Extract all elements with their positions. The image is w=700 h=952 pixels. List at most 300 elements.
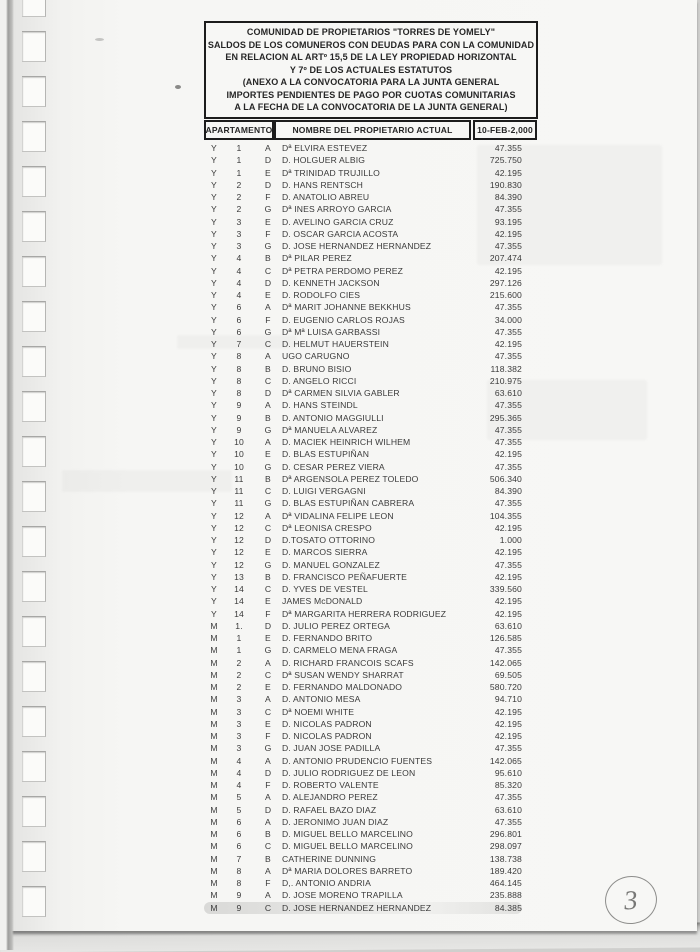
cell-amount: 235.888 <box>489 890 522 901</box>
cell-apartment-number: 1 <box>236 143 242 154</box>
table-row <box>204 840 522 852</box>
column-header-owner <box>274 120 471 140</box>
cell-owner-name: D. ROBERTO VALENTE <box>282 780 379 791</box>
report-date-label: 10-FEB-2,000 <box>477 125 533 135</box>
table-row <box>204 767 522 779</box>
table-row <box>204 265 522 277</box>
cell-owner-name: D. BRUNO BISIO <box>282 363 352 374</box>
cell-owner-name: D. MACIEK HEINRICH WILHEM <box>282 437 411 448</box>
cell-owner-name: Dª ARGENSOLA PEREZ TOLEDO <box>282 473 419 484</box>
cell-apartment-number: 1 <box>236 167 242 178</box>
cell-owner-name: D. MANUEL GONZALEZ <box>282 559 380 570</box>
cell-owner-name: Dª MARGARITA HERRERA RODRIGUEZ <box>282 608 447 619</box>
cell-amount: 95.610 <box>494 767 522 778</box>
cell-apartment-letter: F <box>265 731 271 742</box>
cell-apartment-letter: B <box>265 253 271 264</box>
binding-hole <box>22 166 46 197</box>
cell-amount: 69.505 <box>494 669 522 680</box>
cell-amount: 725.750 <box>489 155 522 166</box>
binding-hole <box>22 571 46 602</box>
binding-hole <box>22 751 46 782</box>
table-row <box>204 314 522 326</box>
cell-block: Y <box>211 388 217 399</box>
cell-owner-name: D. OSCAR GARCIA ACOSTA <box>282 228 399 239</box>
cell-apartment-number: 4 <box>236 767 242 778</box>
cell-owner-name: D. HANS STEINDL <box>282 400 358 411</box>
cell-amount: 47.355 <box>494 816 522 827</box>
cell-apartment-number: 9 <box>236 424 242 435</box>
cell-owner-name: D. ANATOLIO ABREU <box>282 192 370 203</box>
cell-apartment-letter: C <box>264 669 272 680</box>
cell-amount: 506.340 <box>489 473 522 484</box>
cell-block: M <box>210 853 218 864</box>
cell-apartment-number: 14 <box>234 596 244 607</box>
binding-hole <box>22 481 46 512</box>
cell-amount: 42.195 <box>494 522 522 533</box>
cell-apartment-number: 6 <box>236 314 242 325</box>
cell-apartment-number: 8 <box>236 388 242 399</box>
table-row <box>204 865 522 877</box>
cell-amount: 47.355 <box>494 302 522 313</box>
cell-block: M <box>210 890 218 901</box>
cell-block: Y <box>211 192 217 203</box>
cell-block: M <box>210 633 218 644</box>
cell-apartment-number: 4 <box>236 265 242 276</box>
cell-owner-name: D. HELMUT HAUERSTEIN <box>282 339 389 350</box>
cell-owner-name: Dª TRINIDAD TRUJILLO <box>282 167 381 178</box>
cell-block: Y <box>211 486 217 497</box>
cell-owner-name: Dª MARIA DOLORES BARRETO <box>282 865 413 876</box>
cell-amount: 47.355 <box>494 351 522 362</box>
cell-apartment-letter: D <box>264 155 272 166</box>
cell-owner-name: D. AVELINO GARCIA CRUZ <box>282 216 394 227</box>
cell-apartment-number: 4 <box>236 780 242 791</box>
cell-block: M <box>210 767 218 778</box>
scan-speck <box>95 38 104 41</box>
cell-apartment-letter: E <box>265 718 271 729</box>
cell-apartment-letter: E <box>265 682 271 693</box>
cell-owner-name: D. JOSE HERNANDEZ HERNANDEZ <box>282 241 432 252</box>
cell-block: M <box>210 780 218 791</box>
cell-apartment-letter: G <box>264 241 272 252</box>
cell-amount: 138.738 <box>489 853 522 864</box>
cell-apartment-letter: D <box>264 767 272 778</box>
cell-amount: 339.560 <box>489 584 522 595</box>
cell-apartment-letter: G <box>264 424 272 435</box>
cell-block: M <box>210 743 218 754</box>
cell-owner-name: D. JOSE MORENO TRAPILLA <box>282 890 403 901</box>
cell-apartment-number: 2 <box>236 669 242 680</box>
cell-apartment-number: 11 <box>234 473 244 484</box>
cell-block: Y <box>211 265 217 276</box>
table-row <box>204 167 522 179</box>
cell-owner-name: D. JUAN JOSE PADILLA <box>282 743 381 754</box>
cell-apartment-number: 14 <box>234 608 244 619</box>
binding-hole <box>22 526 46 557</box>
cell-owner-name: D. CARMELO MENA FRAGA <box>282 645 398 656</box>
binding-hole <box>22 706 46 737</box>
cell-owner-name: D. ANTONIO PRUDENCIO FUENTES <box>282 755 433 766</box>
table-row <box>204 877 522 889</box>
cell-apartment-letter: G <box>264 559 272 570</box>
cell-apartment-letter: E <box>265 290 271 301</box>
document-title-line: A LA FECHA DE LA CONVOCATORIA DE LA JUNTA GENERAL) <box>234 102 508 113</box>
cell-amount: 298.097 <box>489 841 522 852</box>
cell-apartment-letter: C <box>264 375 272 386</box>
table-row <box>204 142 522 154</box>
cell-apartment-letter: F <box>265 608 271 619</box>
cell-block: M <box>210 902 218 913</box>
binding-hole <box>22 886 46 917</box>
cell-block: Y <box>211 461 217 472</box>
table-row <box>204 289 522 301</box>
cell-apartment-letter: E <box>265 216 271 227</box>
cell-apartment-number: 4 <box>236 290 242 301</box>
cell-apartment-letter: A <box>265 816 271 827</box>
cell-block: Y <box>211 559 217 570</box>
cell-apartment-letter: C <box>264 486 272 497</box>
cell-block: Y <box>211 228 217 239</box>
table-row <box>204 191 522 203</box>
cell-block: M <box>210 804 218 815</box>
cell-apartment-letter: B <box>265 853 271 864</box>
cell-block: Y <box>211 412 217 423</box>
cell-apartment-number: 11 <box>234 498 244 509</box>
cell-block: M <box>210 841 218 852</box>
document-title-line: (ANEXO A LA CONVOCATORIA PARA LA JUNTA GENERAL <box>242 77 500 88</box>
document-title-line: IMPORTES PENDIENTES DE PAGO POR CUOTAS COMUNITARIAS <box>226 89 516 100</box>
cell-amount: 42.195 <box>494 547 522 558</box>
cell-apartment-number: 3 <box>236 216 242 227</box>
table-row <box>204 338 522 350</box>
cell-apartment-letter: E <box>265 596 271 607</box>
cell-apartment-letter: F <box>265 192 271 203</box>
cell-amount: 84.390 <box>494 486 522 497</box>
cell-amount: 42.195 <box>494 339 522 350</box>
table-row <box>204 350 522 362</box>
cell-apartment-number: 5 <box>236 804 242 815</box>
document-title-line: SALDOS DE LOS COMUNEROS CON DEUDAS PARA CON LA COMUNIDAD <box>207 39 535 50</box>
cell-apartment-number: 12 <box>234 510 244 521</box>
cell-block: Y <box>211 143 217 154</box>
cell-owner-name: Dª MARIT JOHANNE BEKKHUS <box>282 302 411 313</box>
table-row <box>204 448 522 460</box>
table-row <box>204 608 522 620</box>
cell-owner-name: D. HANS RENTSCH <box>282 179 364 190</box>
table-row <box>204 277 522 289</box>
binding-hole <box>22 31 46 62</box>
cell-amount: 190.830 <box>489 179 522 190</box>
table-row <box>204 424 522 436</box>
cell-apartment-letter: C <box>264 584 272 595</box>
cell-owner-name: Dª MANUELA ALVAREZ <box>282 424 378 435</box>
cell-apartment-letter: B <box>265 363 271 374</box>
cell-apartment-letter: A <box>265 351 271 362</box>
cell-block: M <box>210 865 218 876</box>
table-row <box>204 742 522 754</box>
cell-amount: 63.610 <box>494 388 522 399</box>
cell-block: Y <box>211 596 217 607</box>
cell-apartment-number: 10 <box>234 461 244 472</box>
cell-apartment-letter: D <box>264 277 272 288</box>
cell-apartment-letter: B <box>265 473 271 484</box>
cell-amount: 47.355 <box>494 326 522 337</box>
cell-apartment-number: 6 <box>236 326 242 337</box>
cell-apartment-number: 3 <box>236 731 242 742</box>
table-row <box>204 693 522 705</box>
binding-hole <box>22 841 46 872</box>
cell-owner-name: D. ANTONIO MESA <box>282 694 361 705</box>
table-row <box>204 853 522 865</box>
cell-block: Y <box>211 290 217 301</box>
table-row <box>204 412 522 424</box>
table-row <box>204 730 522 742</box>
cell-block: Y <box>211 155 217 166</box>
cell-amount: 47.355 <box>494 645 522 656</box>
table-row <box>204 902 522 914</box>
cell-owner-name: Dª PETRA PERDOMO PEREZ <box>282 265 404 276</box>
cell-apartment-letter: A <box>265 694 271 705</box>
cell-apartment-number: 6 <box>236 816 242 827</box>
table-row <box>204 252 522 264</box>
table-row <box>204 522 522 534</box>
cell-owner-name: D. NICOLAS PADRON <box>282 718 372 729</box>
cell-apartment-letter: G <box>264 498 272 509</box>
cell-owner-name: Dª Mª LUISA GARBASSI <box>282 326 381 337</box>
cell-amount: 47.355 <box>494 241 522 252</box>
table-row <box>204 889 522 901</box>
cell-apartment-number: 6 <box>236 829 242 840</box>
cell-apartment-letter: A <box>265 755 271 766</box>
cell-owner-name: UGO CARUGNO <box>282 351 350 362</box>
cell-amount: 47.355 <box>494 559 522 570</box>
column-header-apartment-label: APARTAMENTO <box>205 125 273 135</box>
table-row <box>204 473 522 485</box>
cell-amount: 464.145 <box>489 878 522 889</box>
cell-apartment-letter: C <box>264 706 272 717</box>
cell-amount: 42.195 <box>494 706 522 717</box>
cell-apartment-number: 6 <box>236 841 242 852</box>
cell-apartment-letter: A <box>265 302 271 313</box>
cell-amount: 34.000 <box>494 314 522 325</box>
cell-amount: 47.355 <box>494 437 522 448</box>
cell-apartment-number: 7 <box>236 339 242 350</box>
cell-amount: 42.195 <box>494 167 522 178</box>
cell-amount: 215.600 <box>489 290 522 301</box>
binding-hole <box>22 346 46 377</box>
cell-apartment-number: 8 <box>236 363 242 374</box>
cell-block: Y <box>211 437 217 448</box>
cell-block: Y <box>211 584 217 595</box>
table-row <box>204 399 522 411</box>
table-row <box>204 632 522 644</box>
cell-block: M <box>210 755 218 766</box>
table-row <box>204 216 522 228</box>
cell-apartment-number: 2 <box>236 682 242 693</box>
cell-block: M <box>210 731 218 742</box>
table-row <box>204 387 522 399</box>
cell-apartment-letter: C <box>264 265 272 276</box>
scanned-sheet <box>7 0 697 931</box>
cell-amount: 42.195 <box>494 571 522 582</box>
cell-apartment-number: 2 <box>236 179 242 190</box>
cell-apartment-number: 10 <box>234 449 244 460</box>
cell-apartment-number: 8 <box>236 878 242 889</box>
cell-apartment-letter: A <box>265 400 271 411</box>
table-row <box>204 240 522 252</box>
cell-apartment-letter: A <box>265 437 271 448</box>
cell-owner-name: Dª ELVIRA ESTEVEZ <box>282 143 368 154</box>
cell-apartment-number: 12 <box>234 559 244 570</box>
cell-owner-name: D. JOSE HERNANDEZ HERNANDEZ <box>282 902 432 913</box>
cell-amount: 63.610 <box>494 804 522 815</box>
cell-apartment-number: 5 <box>236 792 242 803</box>
table-row <box>204 559 522 571</box>
cell-owner-name: Dª SUSAN WENDY SHARRAT <box>282 669 404 680</box>
cell-apartment-number: 8 <box>236 351 242 362</box>
table-row <box>204 228 522 240</box>
table-row <box>204 179 522 191</box>
cell-apartment-number: 12 <box>234 522 244 533</box>
cell-apartment-number: 4 <box>236 277 242 288</box>
cell-amount: 295.365 <box>489 412 522 423</box>
cell-apartment-letter: G <box>264 461 272 472</box>
cell-block: Y <box>211 216 217 227</box>
table-row <box>204 804 522 816</box>
cell-amount: 85.320 <box>494 780 522 791</box>
cell-owner-name: D. ALEJANDRO PEREZ <box>282 792 378 803</box>
cell-block: Y <box>211 547 217 558</box>
binding-hole <box>22 211 46 242</box>
handwritten-page-number-circle <box>602 873 660 928</box>
document-title-line: EN RELACION AL ARTº 15,5 DE LA LEY PROPIEDAD HORIZONTAL <box>225 52 517 63</box>
cell-amount: 47.355 <box>494 498 522 509</box>
cell-apartment-number: 9 <box>236 902 242 913</box>
cell-amount: 104.355 <box>489 510 522 521</box>
cell-block: Y <box>211 204 217 215</box>
cell-block: Y <box>211 339 217 350</box>
report-date-box <box>473 120 537 140</box>
cell-apartment-number: 3 <box>236 718 242 729</box>
cell-owner-name: D. MARCOS SIERRA <box>282 547 368 558</box>
cell-apartment-number: 1 <box>236 155 242 166</box>
cell-apartment-letter: C <box>264 522 272 533</box>
cell-amount: 42.195 <box>494 608 522 619</box>
cell-block: M <box>210 620 218 631</box>
cell-amount: 84.390 <box>494 192 522 203</box>
cell-owner-name: D. BLAS ESTUPIÑAN <box>282 449 370 460</box>
cell-amount: 94.710 <box>494 694 522 705</box>
cell-apartment-number: 11 <box>234 486 244 497</box>
cell-apartment-letter: C <box>264 339 272 350</box>
cell-owner-name: CATHERINE DUNNING <box>282 853 377 864</box>
cell-block: M <box>210 816 218 827</box>
cell-apartment-letter: G <box>264 326 272 337</box>
binding-hole <box>22 0 46 17</box>
cell-amount: 142.065 <box>489 755 522 766</box>
table-row <box>204 816 522 828</box>
cell-apartment-letter: E <box>265 633 271 644</box>
cell-apartment-number: 3 <box>236 743 242 754</box>
cell-block: M <box>210 694 218 705</box>
table-row <box>204 644 522 656</box>
cell-owner-name: Dª CARMEN SILVIA GABLER <box>282 388 400 399</box>
cell-owner-name: D. FRANCISCO PEÑAFUERTE <box>282 571 408 582</box>
cell-apartment-number: 13 <box>234 571 244 582</box>
binding-hole <box>22 121 46 152</box>
table-row <box>204 203 522 215</box>
binding-hole <box>22 76 46 107</box>
cell-apartment-letter: A <box>265 792 271 803</box>
cell-amount: 93.195 <box>494 216 522 227</box>
cell-apartment-number: 2 <box>236 657 242 668</box>
table-row <box>204 546 522 558</box>
cell-apartment-number: 3 <box>236 694 242 705</box>
cell-block: Y <box>211 241 217 252</box>
cell-apartment-letter: E <box>265 547 271 558</box>
table-row <box>204 301 522 313</box>
cell-apartment-number: 8 <box>236 375 242 386</box>
table-row <box>204 706 522 718</box>
cell-amount: 126.585 <box>489 633 522 644</box>
table-row <box>204 755 522 767</box>
cell-amount: 84.385 <box>494 902 522 913</box>
table-row <box>204 571 522 583</box>
cell-owner-name: D. CESAR PEREZ VIERA <box>282 461 385 472</box>
cell-block: Y <box>211 535 217 546</box>
cell-apartment-letter: G <box>264 743 272 754</box>
table-row <box>204 681 522 693</box>
cell-block: Y <box>211 473 217 484</box>
cell-block: Y <box>211 375 217 386</box>
cell-block: Y <box>211 179 217 190</box>
cell-amount: 580.720 <box>489 682 522 693</box>
table-row <box>204 326 522 338</box>
binding-hole <box>22 436 46 467</box>
cell-owner-name: D. LUIGI VERGAGNI <box>282 486 366 497</box>
binding-hole <box>22 796 46 827</box>
table-row <box>204 534 522 546</box>
table-row <box>204 828 522 840</box>
cell-amount: 207.474 <box>489 253 522 264</box>
table-row <box>204 375 522 387</box>
binding-hole <box>22 256 46 287</box>
table-row <box>204 791 522 803</box>
cell-owner-name: D. FERNANDO BRITO <box>282 633 373 644</box>
cell-block: Y <box>211 522 217 533</box>
cell-block: Y <box>211 277 217 288</box>
cell-apartment-letter: E <box>265 167 271 178</box>
cell-owner-name: JAMES McDONALD <box>282 596 363 607</box>
cell-owner-name: D. BLAS ESTUPIÑAN CABRERA <box>282 498 415 509</box>
cell-apartment-number: 12 <box>234 535 244 546</box>
cell-apartment-letter: G <box>264 204 272 215</box>
cell-amount: 42.195 <box>494 228 522 239</box>
cell-apartment-letter: D <box>264 535 272 546</box>
cell-block: Y <box>211 449 217 460</box>
cell-block: Y <box>211 314 217 325</box>
cell-block: Y <box>211 167 217 178</box>
cell-amount: 47.355 <box>494 143 522 154</box>
cell-block: Y <box>211 510 217 521</box>
cell-owner-name: Dª VIDALINA FELIPE LEON <box>282 510 394 521</box>
cell-apartment-number: 1. <box>235 620 243 631</box>
cell-amount: 118.382 <box>490 363 522 374</box>
scanner-edge-band <box>0 0 14 950</box>
document-title-line: COMUNIDAD DE PROPIETARIOS "TORRES DE YOMELY" <box>246 26 496 37</box>
cell-block: Y <box>211 571 217 582</box>
cell-owner-name: D. RAFAEL BAZO DIAZ <box>282 804 377 815</box>
